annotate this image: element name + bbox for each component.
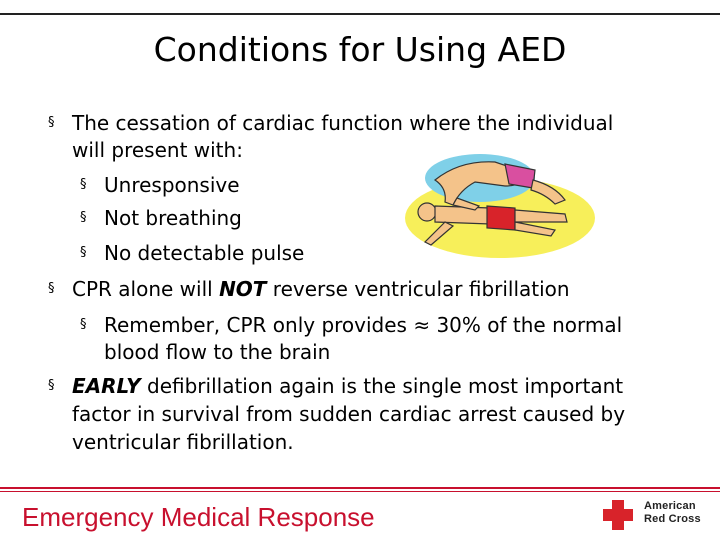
american-red-cross-logo [600,498,710,532]
sub-bullet-remember-line-1: Remember, CPR only provides ≈ 30% of the normal [104,313,623,337]
sub-bullet-marker: § [80,245,87,260]
logo-line-1: American [644,500,696,512]
bullet-3-emphasis: EARLY [72,374,141,398]
sub-bullet-unresponsive: Unresponsive [104,173,240,197]
sub-bullet-no-pulse: No detectable pulse [104,241,305,265]
bullet-2-pre: CPR alone will [72,277,220,301]
victim-shorts [487,206,515,230]
bullet-2-post: reverse ventricular fibrillation [266,277,570,301]
sub-bullet-marker: § [80,177,87,192]
logo-line-2: Red Cross [644,513,701,525]
bullet-3-line-3: ventricular fibrillation. [72,430,294,454]
bullet-1-line-1: The cessation of cardiac function where the individual [72,111,614,135]
bullet-2-line [72,276,570,302]
sub-bullet-remember-line-2: blood flow to the brain [104,340,331,364]
slide-title: Conditions for Using AED [153,30,567,69]
footer-divider-thin [0,491,720,492]
cpr-clipart-icon [405,150,605,260]
footer-title: Emergency Medical Response [22,502,375,532]
sub-bullet-not-breathing: Not breathing [104,206,242,230]
bullet-3-line-1-rest: defibrillation again is the single most important [140,374,624,398]
bullet-marker: § [48,115,55,130]
sub-bullet-marker: § [80,317,87,332]
rescuer-shorts [505,164,535,188]
bullet-3-line-1 [72,373,623,399]
footer-divider [0,487,720,489]
victim-head [418,203,436,221]
bullet-marker: § [48,378,55,393]
logo-wordmark [644,500,701,526]
sub-bullet-marker: § [80,210,87,225]
red-cross-icon [600,498,636,532]
bullet-1-line-2: will present with: [72,138,243,162]
bullet-marker: § [48,281,55,296]
victim-body [435,206,490,224]
bullet-3-line-2: factor in survival from sudden cardiac arrest caused by [72,402,626,426]
bullet-2-emphasis: NOT [219,277,267,301]
